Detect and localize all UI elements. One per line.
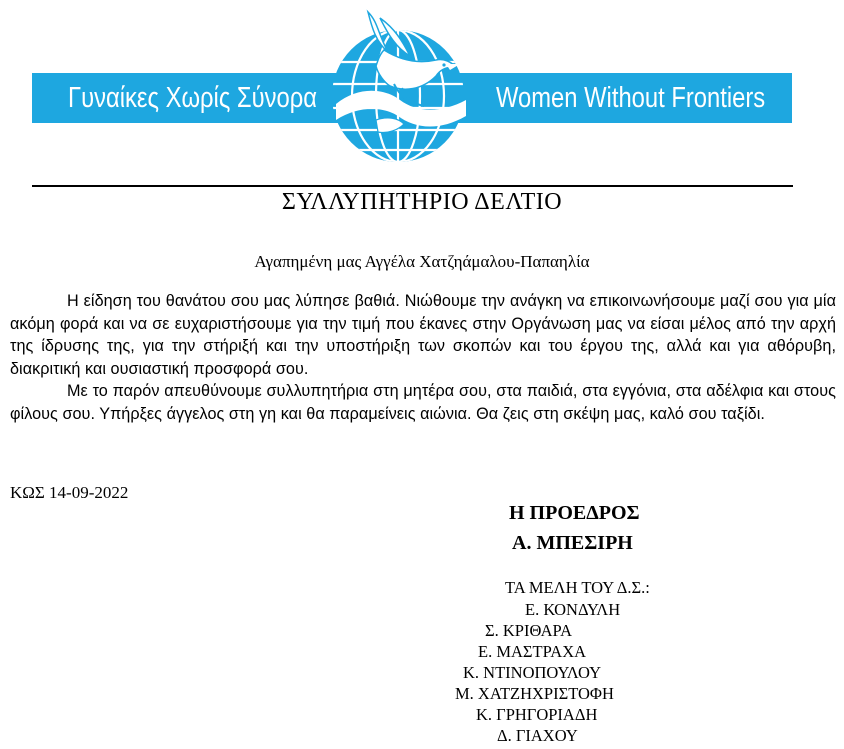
- board-member: Ε. ΜΑΣΤΡΑΧΑ: [478, 642, 587, 661]
- paragraph: Η είδηση του θανάτου σου μας λύπησε βαθιά. Νιώθουμε την ανάγκη να επικοινωνήσουμε μαζί σου για μία ακόμη φορά και να σε ευχαριστήσουμε για την τιμή που έκανες στην Οργάνωση μας να είσαι μέλος από την αρχή της ίδρυσης της, για την στήριξή και την υποστήριξη των σκοπών και του έργου της, αλλά και για αθόρυβη, διακριτική και ουσιαστική προσφορά σου.: [10, 292, 836, 378]
- document-title: ΣΥΛΛΥΠΗΤΗΡΙΟ ΔΕΛΤΙΟ: [281, 189, 563, 215]
- board-member: Μ. ΧΑΤΖΗΧΡΙΣΤΟΦΗ: [455, 684, 614, 703]
- place-date: ΚΩΣ 14-09-2022: [10, 483, 129, 502]
- board-member: Κ. ΓΡΗΓΟΡΙΑΔΗ: [476, 705, 598, 724]
- salutation: Αγαπημένη μας Αγγέλα Χατζηάμαλου-Παπαηλία: [254, 252, 590, 271]
- president-name: Α. ΜΠΕΣΙΡΗ: [512, 532, 633, 554]
- president-title: Η ΠΡΟΕΔΡΟΣ: [509, 502, 640, 524]
- board-heading: ΤΑ ΜΕΛΗ ΤΟΥ Δ.Σ.:: [505, 578, 650, 597]
- board-member: Σ. ΚΡΙΘΑΡΑ: [485, 621, 573, 640]
- letter-body: [10, 290, 836, 425]
- board-member: Ε. ΚΟΝΔΥΛΗ: [525, 600, 621, 619]
- paragraph: Με το παρόν απευθύνουμε συλλυπητήρια στη μητέρα σου, στα παιδιά, στα εγγόνια, στα αδέλφια και στους φίλους σου. Υπήρξες άγγελος στη γη και θα παραμείνεις αιώνια. Θα ζεις στη σκέψη μας, καλό σου ταξίδι.: [10, 382, 836, 423]
- globe-dove-hands-icon: [318, 4, 478, 170]
- board-member: Κ. ΝΤΙΝΟΠΟΥΛΟΥ: [463, 663, 602, 682]
- board-member: Δ. ΓΙΑΧΟΥ: [497, 726, 578, 745]
- organization-name-english: Women Without Frontiers: [496, 82, 766, 114]
- organization-name-greek: Γυναίκες Χωρίς Σύνορα: [68, 82, 317, 114]
- header-divider: [32, 185, 793, 187]
